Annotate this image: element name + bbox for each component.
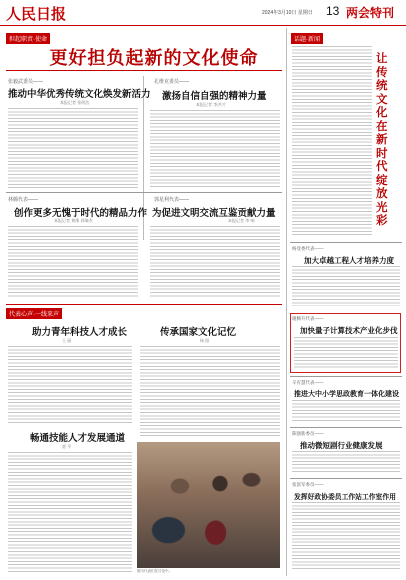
- article-body: [150, 226, 280, 298]
- article-body: [8, 226, 138, 298]
- sidebar-vertical-title: 让传统文化在新时代绽放光彩: [376, 51, 388, 227]
- sidebar-item-headline: 发挥好政协委员工作站工作室作用: [294, 493, 396, 501]
- article-byline: 贾 平: [62, 444, 72, 449]
- masthead: [0, 0, 406, 26]
- sidebar-item-kicker: 辛有慧代表——: [292, 380, 324, 385]
- article-byline: 杨 阳: [200, 338, 210, 343]
- article-byline: 本报记者 李洪兴: [196, 102, 226, 107]
- sidebar-item-body: [292, 400, 400, 422]
- article-headline: 助力青年科技人才成长: [32, 327, 128, 338]
- article-body: [8, 346, 132, 424]
- news-photo: [137, 442, 280, 568]
- sidebar-divider-h: [290, 427, 402, 428]
- sidebar-divider-h: [290, 376, 402, 377]
- feature-title: 更好担负起新的文化使命: [49, 48, 259, 69]
- article-byline: 王 丽: [62, 338, 72, 343]
- article-headline: 推动中华优秀传统文化焕发新活力: [8, 89, 151, 100]
- sidebar-item-body: [294, 337, 398, 369]
- article-headline: 创作更多无愧于时代的精品力作: [14, 208, 148, 219]
- sidebar-item-body: [292, 502, 400, 570]
- article-body: [140, 346, 280, 436]
- sidebar-item-headline: 推动微短剧行业健康发展: [300, 441, 383, 450]
- sidebar-item-body: [292, 266, 400, 306]
- row-divider: [6, 192, 282, 193]
- sidebar-item-kicker: 谢腾升代表——: [292, 316, 324, 321]
- article-headline: 畅通技能人才发展通道: [30, 433, 126, 444]
- sidebar-item-kicker: 杨登委代表——: [292, 246, 324, 251]
- sidebar-tag: 话题·新闻: [291, 33, 323, 44]
- section-name: 两会特刊: [346, 6, 395, 20]
- sidebar-item-headline: 加大卓越工程人才培养力度: [304, 256, 394, 265]
- bottom-tag: 代表心声·一线来声: [6, 308, 62, 319]
- feature-divider: [6, 70, 282, 71]
- section-divider: [6, 304, 282, 305]
- issue-date: 2024年3月10日 星期日: [262, 10, 313, 16]
- sidebar-body: [292, 46, 372, 236]
- article-kicker: 郭星利代表——: [154, 197, 190, 203]
- article-kicker: 张毅武委员——: [8, 79, 44, 85]
- article-headline: 传承国家文化记忆: [160, 327, 237, 338]
- newspaper-logo: 人民日报: [6, 5, 67, 23]
- sidebar-item-body: [292, 451, 400, 473]
- article-byline: 本报记者 黄维 郭瑞杰: [54, 218, 93, 223]
- article-kicker: 林腾代表——: [8, 197, 39, 203]
- sidebar-divider: [286, 28, 287, 576]
- sidebar-divider-h: [290, 478, 402, 479]
- article-body: [8, 452, 132, 572]
- article-headline: 激扬自信自强的精神力量: [162, 91, 267, 102]
- sidebar-item-kicker: 张富军委员——: [292, 482, 324, 487]
- sidebar-item-kicker: 陈强新委员——: [292, 431, 324, 436]
- article-headline: 为促进文明交流互鉴贡献力量: [152, 208, 276, 219]
- page-number: 13: [326, 4, 340, 18]
- feature-tag: 担起职责·使命: [6, 33, 50, 44]
- sidebar-item-headline: 推进大中小学思政教育一体化建设: [294, 389, 399, 398]
- article-byline: 本报记者 张明浩: [60, 100, 90, 105]
- sidebar-divider-h: [290, 242, 402, 243]
- photo-caption: 图为代表们在讨论中。: [137, 569, 172, 573]
- article-kicker: 孔维克委员——: [154, 79, 190, 85]
- article-body: [8, 108, 138, 188]
- article-body: [150, 110, 280, 188]
- sidebar-item-headline: 加快量子计算技术产业化步伐: [300, 326, 398, 335]
- article-byline: 本报记者 李 响: [228, 218, 255, 223]
